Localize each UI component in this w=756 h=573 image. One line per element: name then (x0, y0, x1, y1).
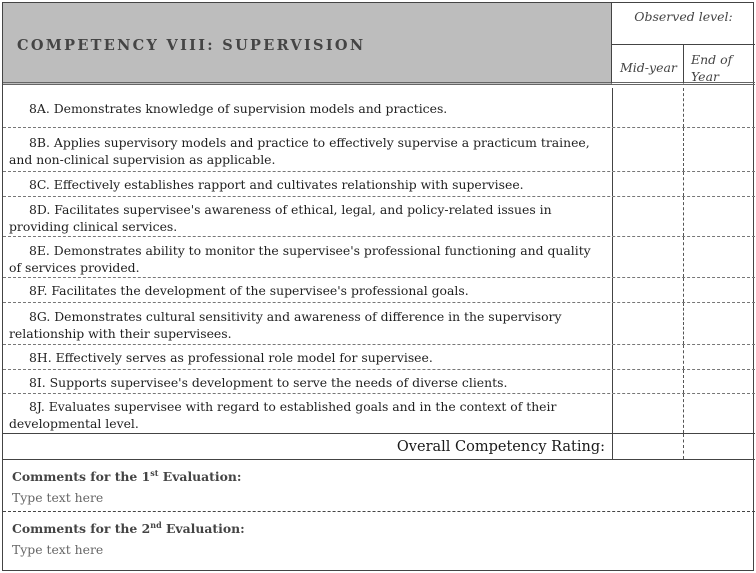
mid-year-rating-cell[interactable] (612, 345, 684, 369)
competency-row-8a (3, 88, 755, 128)
end-of-year-label: End of Year (691, 52, 733, 84)
competency-text: 8E. Demonstrates ability to monitor the supervisee's professional functioning and quality of services provided. (9, 243, 591, 275)
competency-text: 8I. Supports supervisee's development to serve the needs of diverse clients. (29, 375, 508, 390)
mid-year-rating-cell[interactable] (612, 172, 684, 196)
competency-row-8d (3, 197, 755, 237)
competency-row-8i (3, 370, 755, 394)
competency-text: 8D. Facilitates supervisee's awareness of ethical, legal, and policy-related issues in providing clinical services. (9, 202, 552, 234)
competency-text: 8H. Effectively serves as professional role model for supervisee. (29, 350, 433, 365)
competency-form (2, 2, 754, 571)
mid-year-rating-cell[interactable] (612, 278, 684, 302)
competency-row-8g (3, 303, 755, 345)
mid-year-rating-cell[interactable] (612, 237, 684, 277)
section-title: COMPETENCY VIII: SUPERVISION (17, 37, 366, 54)
section-header (3, 3, 612, 85)
end-of-year-header (684, 45, 755, 85)
comments-first-evaluation (3, 460, 755, 512)
competency-text: 8J. Evaluates supervisee with regard to established goals and in the context of their developmental level. (9, 399, 557, 431)
overall-rating-label: Overall Competency Rating: (396, 439, 605, 455)
competency-text: 8G. Demonstrates cultural sensitivity and awareness of difference in the supervisory relationship with their supervisees. (9, 309, 562, 341)
competency-row-8h (3, 345, 755, 370)
mid-year-rating-cell[interactable] (612, 303, 684, 344)
mid-year-header (612, 45, 684, 85)
comments-second-field[interactable]: Type text here (12, 542, 104, 557)
competency-text: 8F. Facilitates the development of the supervisee's professional goals. (29, 283, 469, 298)
competency-row-8e (3, 237, 755, 278)
competency-row-8c (3, 172, 755, 197)
mid-year-rating-cell[interactable] (612, 88, 684, 127)
competency-row-8f (3, 278, 755, 303)
mid-year-label: Mid-year (620, 60, 677, 75)
competency-text: 8A. Demonstrates knowledge of supervision models and practices. (29, 101, 448, 116)
mid-year-rating-cell[interactable] (612, 197, 684, 236)
competency-text: 8C. Effectively establishes rapport and cultivates relationship with supervisee. (29, 177, 524, 192)
comments-second-evaluation (3, 512, 755, 570)
overall-mid-year-cell[interactable] (612, 434, 684, 459)
overall-rating-row (3, 433, 755, 460)
observed-level-header (612, 3, 755, 45)
comments-first-label: Comments for the 1st Evaluation: (12, 468, 242, 484)
comments-first-field[interactable]: Type text here (12, 490, 104, 505)
competency-row-8b (3, 128, 755, 172)
competency-row-8j (3, 394, 755, 433)
competency-text: 8B. Applies supervisory models and practice to effectively supervise a practicum trainee, and non-clinical supervision as applicable. (9, 135, 590, 167)
observed-level-label: Observed level: (634, 9, 733, 24)
comments-second-label: Comments for the 2nd Evaluation: (12, 520, 245, 536)
mid-year-rating-cell[interactable] (612, 370, 684, 393)
mid-year-rating-cell[interactable] (612, 128, 684, 171)
mid-year-rating-cell[interactable] (612, 394, 684, 433)
